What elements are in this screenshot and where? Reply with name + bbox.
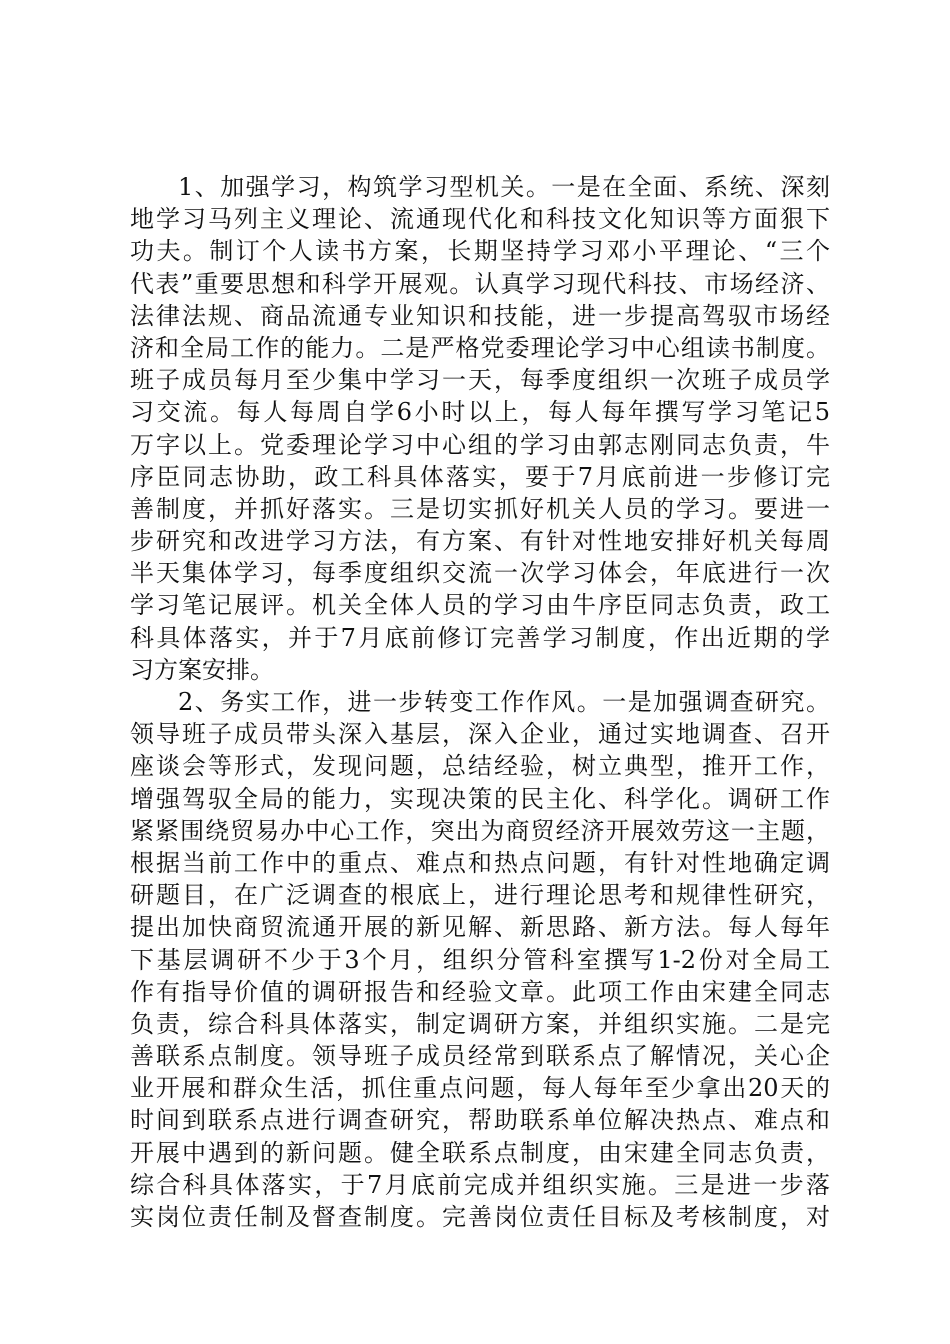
- text-line: 开展中遇到的新问题。健全联系点制度，由宋建全同志负责，: [130, 1138, 830, 1167]
- document-body: [130, 171, 830, 1233]
- text-line: 学习笔记展评。机关全体人员的学习由牛序臣同志负责，政工: [130, 591, 830, 620]
- text-line: 善联系点制度。领导班子成员经常到联系点了解情况，关心企: [130, 1042, 830, 1071]
- text-line: 提出加快商贸流通开展的新见解、新思路、新方法。每人每年: [130, 913, 830, 942]
- text-line: 综合科具体落实，于7月底前完成并组织实施。三是进一步落: [130, 1170, 830, 1199]
- text-line: 1、加强学习，构筑学习型机关。一是在全面、系统、深刻: [178, 173, 830, 201]
- text-line: 济和全局工作的能力。二是严格党委理论学习中心组读书制度。: [130, 333, 830, 362]
- text-line: 2、务实工作，进一步转变工作作风。一是加强调查研究。: [178, 688, 830, 716]
- text-line: 序臣同志协助，政工科具体落实，要于7月底前进一步修订完: [130, 462, 830, 491]
- text-line: 地学习马列主义理论、流通现代化和科技文化知识等方面狠下: [130, 205, 830, 234]
- text-line: 业开展和群众生活，抓住重点问题，每人每年至少拿出20天的: [130, 1074, 830, 1103]
- paragraph-1: [130, 171, 830, 686]
- text-line: 习方案安排。: [130, 655, 274, 684]
- text-line: 下基层调研不少于3个月，组织分管科室撰写1-2份对全局工: [130, 945, 830, 974]
- text-line: 负责，综合科具体落实，制定调研方案，并组织实施。二是完: [130, 1009, 830, 1038]
- paragraph-2: [130, 686, 830, 1233]
- text-line: 步研究和改进学习方法，有方案、有针对性地安排好机关每周: [130, 527, 830, 556]
- text-line: 法律法规、商品流通专业知识和技能，进一步提高驾驭市场经: [130, 301, 830, 330]
- text-line: 紧紧围绕贸易办中心工作，突出为商贸经济开展效劳这一主题，: [130, 816, 830, 845]
- text-line: 半天集体学习，每季度组织交流一次学习体会，年底进行一次: [130, 559, 830, 588]
- text-line: 功夫。制订个人读书方案，长期坚持学习邓小平理论、“三个: [130, 237, 830, 266]
- text-line: 领导班子成员带头深入基层，深入企业，通过实地调查、召开: [130, 720, 830, 749]
- text-line: 实岗位责任制及督查制度。完善岗位责任目标及考核制度，对: [130, 1203, 830, 1231]
- text-line: 座谈会等形式，发现问题，总结经验，树立典型，推开工作，: [130, 752, 830, 781]
- text-line: 作有指导价值的调研报告和经验文章。此项工作由宋建全同志: [130, 977, 830, 1006]
- text-line: 增强驾驭全局的能力，实现决策的民主化、科学化。调研工作: [130, 784, 830, 813]
- text-line: 时间到联系点进行调查研究，帮助联系单位解决热点、难点和: [130, 1106, 830, 1135]
- text-line: 善制度，并抓好落实。三是切实抓好机关人员的学习。要进一: [130, 494, 830, 523]
- text-line: 万字以上。党委理论学习中心组的学习由郭志刚同志负责，牛: [130, 430, 830, 459]
- text-line: 研题目，在广泛调查的根底上，进行理论思考和规律性研究，: [130, 881, 830, 910]
- text-line: 科具体落实，并于7月底前修订完善学习制度，作出近期的学: [130, 623, 830, 652]
- text-line: 班子成员每月至少集中学习一天，每季度组织一次班子成员学: [130, 366, 830, 395]
- text-line: 习交流。每人每周自学6小时以上，每人每年撰写学习笔记5: [130, 398, 830, 427]
- text-line: 代表”重要思想和科学开展观。认真学习现代科技、市场经济、: [130, 269, 830, 298]
- text-line: 根据当前工作中的重点、难点和热点问题，有针对性地确定调: [130, 848, 830, 877]
